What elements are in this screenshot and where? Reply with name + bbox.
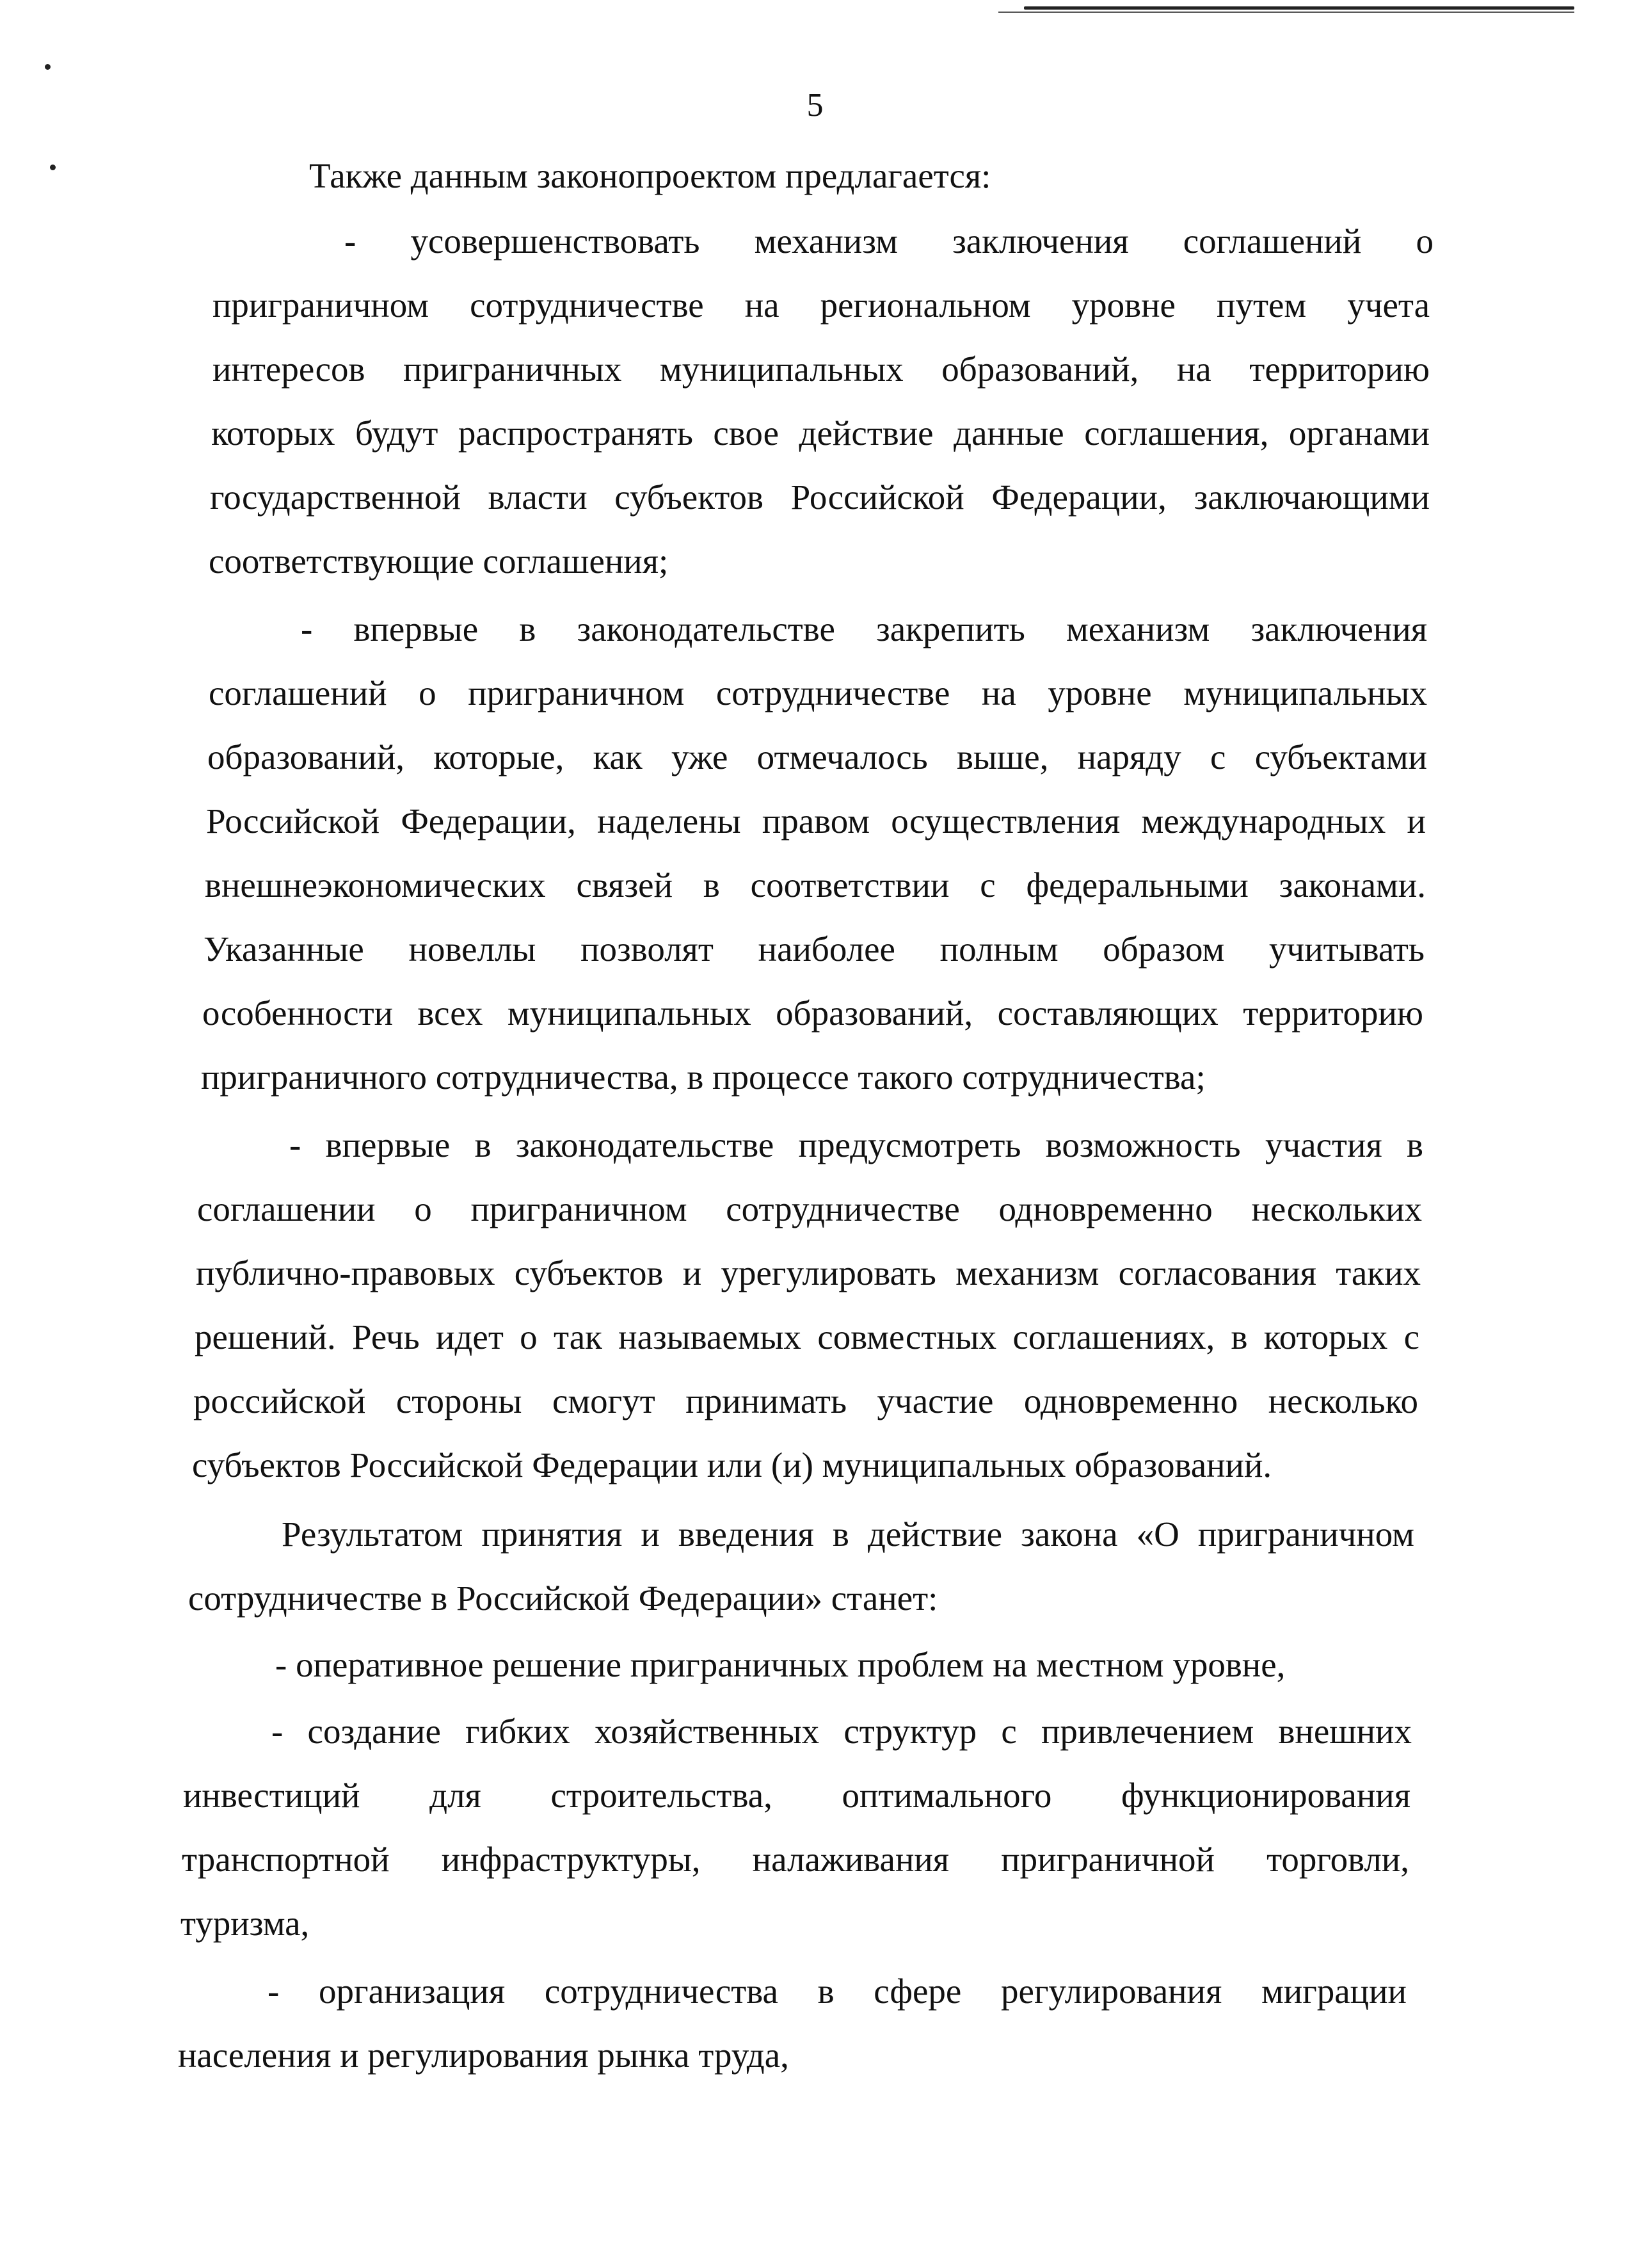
paragraph-line: соглашении о приграничном сотрудничестве одновременно нескольких: [197, 1189, 1422, 1228]
paragraph-line: Результатом принятия и введения в действие закона «О приграничном: [282, 1515, 1414, 1554]
top-edge-rule-thin: [998, 12, 1574, 13]
list-item-line: - создание гибких хозяйственных структур с привлечением внешних: [271, 1712, 1412, 1751]
paragraph-line: - усовершенствовать механизм заключения соглашений о: [344, 221, 1434, 261]
paragraph-line: соглашений о приграничном сотрудничестве на уровне муниципальных: [209, 673, 1427, 712]
list-item-line: туризма,: [180, 1904, 310, 1943]
paragraph-line: соответствующие соглашения;: [209, 542, 669, 581]
paragraph-line: которых будут распространять свое действие данные соглашения, органами: [211, 414, 1430, 453]
list-item-line: транспортной инфраструктуры, налаживания приграничной торговли,: [182, 1840, 1409, 1879]
paragraph-line: государственной власти субъектов Российской Федерации, заключающими: [210, 478, 1430, 517]
list-item-line: инвестиций для строительства, оптимального функционирования: [183, 1776, 1410, 1815]
paragraph-line: особенности всех муниципальных образований, составляющих территорию: [202, 993, 1423, 1033]
paragraph-line: сотрудничестве в Российской Федерации» станет:: [188, 1579, 938, 1618]
paragraph-line: Указанные новеллы позволят наиболее полным образом учитывать: [204, 929, 1425, 969]
paragraph-line: публично-правовых субъектов и урегулировать механизм согласования таких: [196, 1253, 1421, 1292]
paragraph-line: - впервые в законодательстве закрепить механизм заключения: [301, 609, 1427, 648]
list-item-line: - оперативное решение приграничных проблем на местном уровне,: [275, 1645, 1286, 1684]
paragraph-line: приграничном сотрудничестве на региональном уровне путем учета: [212, 286, 1430, 325]
paragraph-line: внешнеэкономических связей в соответствии с федеральными законами.: [205, 865, 1426, 905]
scan-speck: [50, 165, 56, 170]
scan-speck: [45, 64, 51, 70]
paragraph-line: Российской Федерации, наделены правом осуществления международных и: [206, 801, 1426, 840]
top-edge-rule: [1024, 6, 1574, 10]
page-number: 5: [806, 87, 824, 124]
paragraph-line: интересов приграничных муниципальных образований, на территорию: [212, 350, 1430, 389]
paragraph-line: решений. Речь идет о так называемых совместных соглашениях, в которых с: [195, 1317, 1419, 1356]
paragraph-line: - впервые в законодательстве предусмотреть возможность участия в: [289, 1125, 1423, 1164]
paragraph-line: российской стороны смогут принимать участие одновременно несколько: [193, 1381, 1418, 1420]
paragraph-line: приграничного сотрудничества, в процессе такого сотрудничества;: [201, 1058, 1206, 1097]
paragraph-intro-line: Также данным законопроектом предлагается:: [309, 156, 991, 195]
list-item-line: населения и регулирования рынка труда,: [178, 2036, 789, 2075]
list-item-line: - организация сотрудничества в сфере регулирования миграции: [268, 1972, 1407, 2011]
paragraph-line: субъектов Российской Федерации или (и) муниципальных образований.: [192, 1445, 1272, 1484]
paragraph-line: образований, которые, как уже отмечалось выше, наряду с субъектами: [207, 737, 1427, 776]
